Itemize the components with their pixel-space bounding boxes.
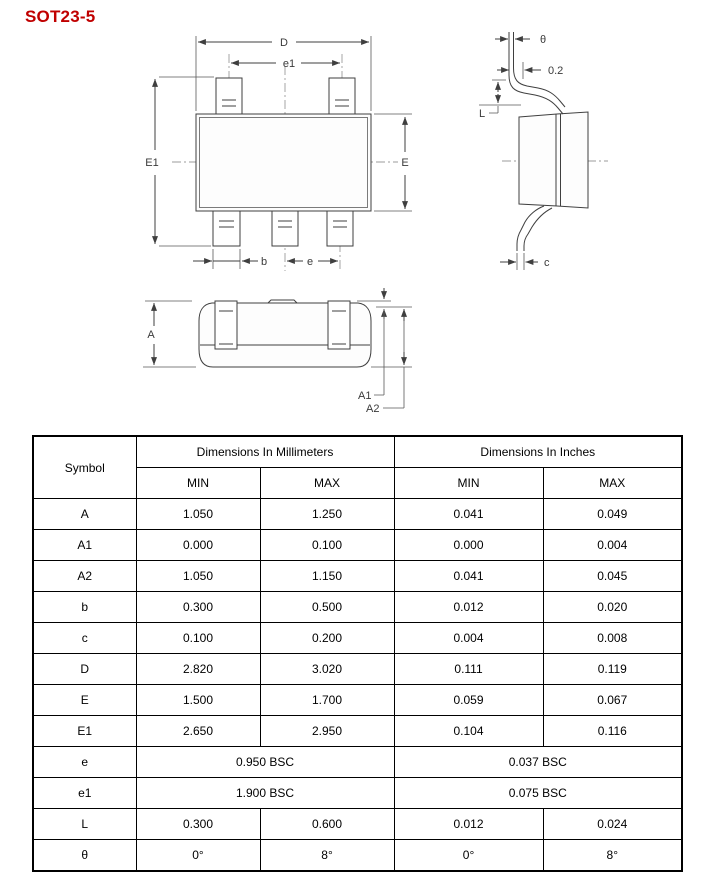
- dim-label-theta: θ: [540, 34, 547, 46]
- table-row: [33, 840, 682, 872]
- table-row: [33, 809, 682, 840]
- package-body-top-view: [196, 114, 371, 211]
- package-outline-drawing: [0, 0, 720, 432]
- cell-mm-max: 1.700: [260, 685, 394, 716]
- front-view: [143, 288, 412, 415]
- cell-symbol: θ: [33, 840, 136, 872]
- cell-in-min: 0.059: [394, 685, 543, 716]
- dim-label-A2: A2: [366, 403, 380, 415]
- cell-in-max: 0.119: [543, 654, 682, 685]
- cell-in-min: 0.041: [394, 561, 543, 592]
- cell-symbol: e: [33, 747, 136, 778]
- cell-mm-max: 2.950: [260, 716, 394, 747]
- cell-mm-max: 1.250: [260, 499, 394, 530]
- cell-mm-max: 3.020: [260, 654, 394, 685]
- cell-in-max: 0.004: [543, 530, 682, 561]
- cell-in-max: 0.008: [543, 623, 682, 654]
- top-pin-right: [329, 78, 355, 115]
- cell-symbol: b: [33, 592, 136, 623]
- dim-table-body: [33, 499, 682, 872]
- table-row: [33, 716, 682, 747]
- dim-label-E: E: [401, 157, 409, 169]
- table-row: [33, 530, 682, 561]
- dim-label-L: L: [479, 108, 486, 120]
- table-row: [33, 654, 682, 685]
- cell-mm-min: 2.650: [136, 716, 260, 747]
- dim-label-e: e: [306, 256, 314, 268]
- cell-mm-min: 0.000: [136, 530, 260, 561]
- dim-label-b: b: [261, 256, 268, 268]
- cell-mm-max: 0.500: [260, 592, 394, 623]
- top-pin-left: [216, 78, 242, 115]
- cell-in-min: 0.041: [394, 499, 543, 530]
- cell-in-min: 0.004: [394, 623, 543, 654]
- cell-in-max: 8°: [543, 840, 682, 872]
- bottom-pin-2: [272, 211, 298, 246]
- cell-in-min: 0.104: [394, 716, 543, 747]
- dim-label-A: A: [147, 329, 155, 341]
- cell-in-max: 0.116: [543, 716, 682, 747]
- cell-mm-min: 2.820: [136, 654, 260, 685]
- cell-mm-min: 1.050: [136, 561, 260, 592]
- cell-symbol: L: [33, 809, 136, 840]
- cell-mm-min: 1.500: [136, 685, 260, 716]
- dim-label-E1: E1: [145, 157, 159, 169]
- table-row: [33, 685, 682, 716]
- package-body-side-view: [519, 112, 588, 208]
- header-group-inches: Dimensions In Inches: [394, 436, 682, 468]
- cell-symbol: D: [33, 654, 136, 685]
- cell-in-max: 0.045: [543, 561, 682, 592]
- dim-label-D: D: [280, 37, 288, 49]
- cell-symbol: c: [33, 623, 136, 654]
- cell-in-min: 0.012: [394, 809, 543, 840]
- table-row: [33, 623, 682, 654]
- cell-in-min: 0.111: [394, 654, 543, 685]
- bottom-pin-1: [213, 211, 240, 246]
- cell-mm-bsc: 0.950 BSC: [136, 747, 394, 778]
- cell-mm-max: 0.100: [260, 530, 394, 561]
- table-row: [33, 747, 682, 778]
- cell-in-min: 0.012: [394, 592, 543, 623]
- cell-mm-max: 0.200: [260, 623, 394, 654]
- page-title: SOT23-5: [25, 7, 96, 26]
- top-view: [145, 36, 412, 271]
- bottom-pin-3: [327, 211, 353, 246]
- cell-in-max: 0.024: [543, 809, 682, 840]
- dim-label-c: c: [544, 257, 550, 269]
- side-view: [479, 32, 608, 270]
- header-group-mm: Dimensions In Millimeters: [136, 436, 394, 468]
- header-in-min: MIN: [394, 468, 543, 499]
- table-row: [33, 499, 682, 530]
- cell-in-bsc: 0.037 BSC: [394, 747, 682, 778]
- cell-symbol: A: [33, 499, 136, 530]
- header-symbol: Symbol: [33, 436, 136, 499]
- front-lead-right: [328, 301, 350, 349]
- header-in-max: MAX: [543, 468, 682, 499]
- cell-in-max: 0.020: [543, 592, 682, 623]
- header-mm-max: MAX: [260, 468, 394, 499]
- table-row: [33, 561, 682, 592]
- dim-label-offset: 0.2: [548, 65, 564, 77]
- cell-in-max: 0.049: [543, 499, 682, 530]
- dimensions-table: [32, 435, 683, 872]
- table-row: [33, 778, 682, 809]
- cell-in-min: 0.000: [394, 530, 543, 561]
- cell-in-min: 0°: [394, 840, 543, 872]
- cell-in-max: 0.067: [543, 685, 682, 716]
- cell-symbol: A2: [33, 561, 136, 592]
- cell-in-bsc: 0.075 BSC: [394, 778, 682, 809]
- table-row: [33, 592, 682, 623]
- cell-symbol: A1: [33, 530, 136, 561]
- front-lead-left: [215, 301, 237, 349]
- cell-mm-max: 8°: [260, 840, 394, 872]
- table-header-row-groups: [33, 436, 682, 468]
- dim-label-e1: e1: [282, 58, 296, 70]
- cell-mm-min: 1.050: [136, 499, 260, 530]
- header-mm-min: MIN: [136, 468, 260, 499]
- cell-symbol: E1: [33, 716, 136, 747]
- cell-mm-min: 0.100: [136, 623, 260, 654]
- cell-mm-bsc: 1.900 BSC: [136, 778, 394, 809]
- dim-label-A1: A1: [358, 390, 372, 402]
- cell-mm-max: 0.600: [260, 809, 394, 840]
- cell-mm-min: 0.300: [136, 592, 260, 623]
- cell-symbol: E: [33, 685, 136, 716]
- cell-mm-min: 0.300: [136, 809, 260, 840]
- cell-mm-min: 0°: [136, 840, 260, 872]
- cell-mm-max: 1.150: [260, 561, 394, 592]
- cell-symbol: e1: [33, 778, 136, 809]
